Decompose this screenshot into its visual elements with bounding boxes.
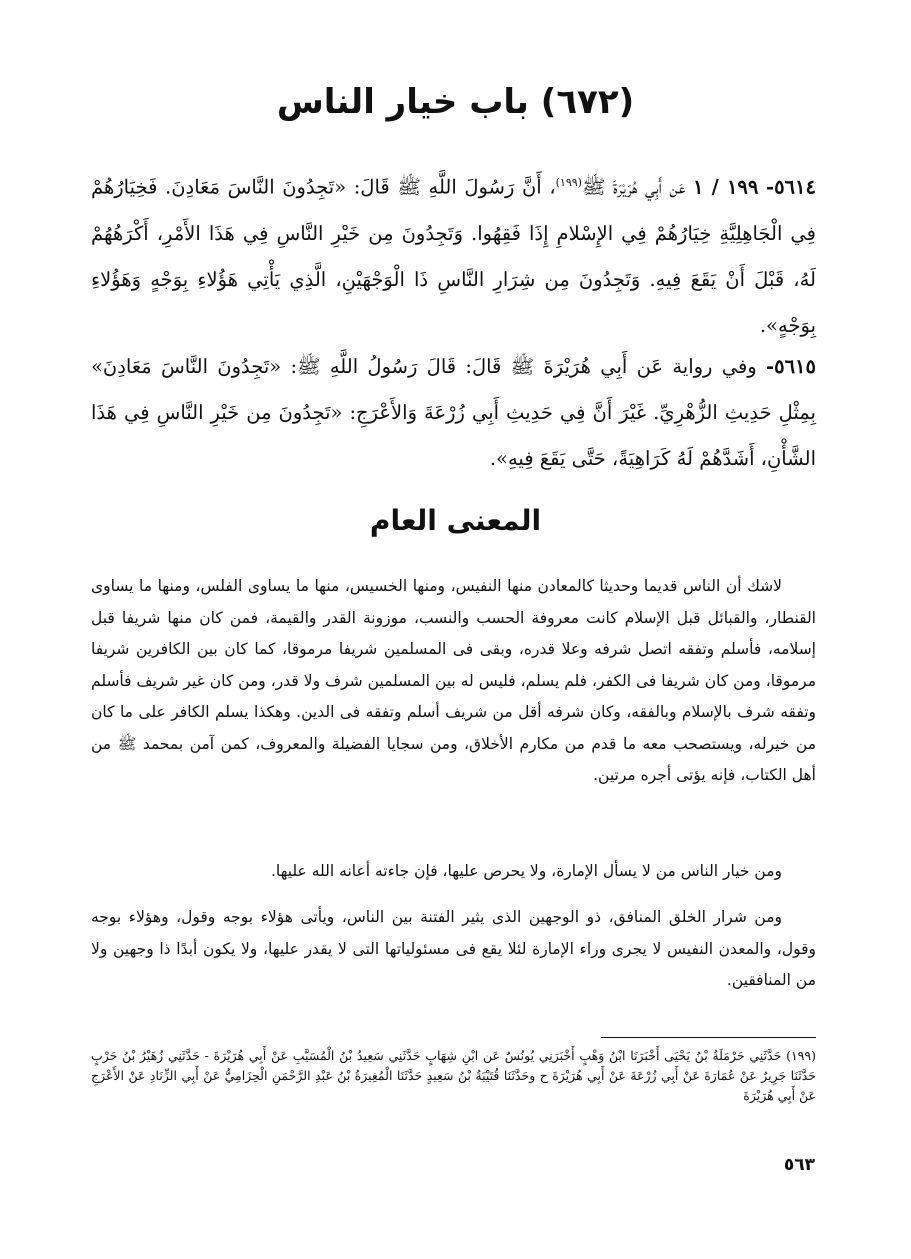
body-paragraph: ومن خيار الناس من لا يسأل الإمارة، ولا يحرص عليها، فإن جاءته أعانه الله عليها.	[270, 862, 782, 880]
footnote-divider	[601, 1037, 816, 1038]
footnote-ref: (١٩٩)	[555, 176, 582, 189]
footnote: (١٩٩) حَدَّثَنِي حَرْمَلَةُ بْنُ يَحْيَى أَخْبَرَنَا ابْنُ وَهْبٍ أَخْبَرَنِي يُونُسُ عَن ابْنِ شِهَابٍ حَدَّثَنِي سَعِيدُ بْنُ الْمُسَيَّبِ عَنْ أَبِي هُرَيْرَةَ - حَدَّثَنِي زُهَيْرُ بْنُ حَرْبٍ حَدَّثَنَا جَرِيرٌ عَنْ عُمَارَةَ عَنْ أَبِي زُرْعَةَ عَنْ أَبِي هُرَيْرَةَ ح وحَدَّثَنَا قُتَيْبَةُ بْنُ سَعِيدٍ حَدَّثَنَا الْمُغِيرَةُ بْنُ عَبْدِ الرَّحْمَنِ الْحِزَامِيُّ عَنْ أَبِي الزِّنَادِ عَنْ الأَعْرَجِ عَنْ أَبِي هُرَيْرَةَ	[91, 1048, 816, 1103]
hadith-5615	[91, 344, 816, 482]
chapter-title: (٦٧٢) باب خيار الناس	[276, 82, 635, 122]
hadith-text-a: عَن أَبِي هُرَيْرَةَ ﷺ	[581, 175, 686, 199]
body-paragraph: ومن شرار الخلق المنافق، ذو الوجهين الذى يثير الفتنة بين الناس، ويأتى هؤلاء بوجه وقول، وهؤلاء بوجه وقول، والمعدن النفيس لا يجرى وراء الإمارة لئلا يقع فى مسئولياتها التى لا يقدر عليها، ولا يكون أبدًا ذا وجهين ولا من المنافقين.	[91, 908, 816, 989]
hadith-number: ٥٦١٥-	[766, 355, 816, 378]
hadith-text-b: ، أَنَّ رَسُولَ اللَّهِ ﷺ قَالَ: «تَجِدُونَ النَّاسَ مَعَادِنَ. فَخِيَارُهُمْ فِي الْجَاهِلِيَّةِ خِيَارُهُمْ فِي الإِسْلامِ إِذَا فَقِهُوا. وَتَجِدُونَ مِن خَيْرِ النَّاسِ فِي هَذَا الأَمْرِ، أَكْرَهُهُمْ لَهُ، قَبْلَ أَنْ يَقَعَ فِيهِ. وَتَجِدُونَ مِن شِرَارِ النَّاسِ ذَا الْوَجْهَيْنِ، الَّذِي يَأْتِي هَؤُلاءِ بِوَجْهٍ وَهَؤُلاءِ بِوَجْهٍ».	[91, 175, 816, 337]
hadith-5614	[91, 160, 816, 349]
body-paragraph: لاشك أن الناس قديما وحديثا كالمعادن منها النفيس، ومنها الخسيس، منها ما يساوى الفلس، ومنها ما يساوى القنطار، والقبائل قبل الإسلام كانت معروفة الحسب والنسب، موزونة القدر والقيمة، فمن كان منها شريفا قبل إسلامه، فأسلم وتفقه اتصل شرفه وعلا قدره، وبقى فى المسلمين شريفا مرموقا، كما كان بين الكافرين شريفا مرموقا، ومن كان شريفا فى الكفر، فلم يسلم، فليس له بين المسلمين شرف ولا قدر، ومن كان غير شريف فأسلم وتفقه شرف بالإسلام وبالفقه، وكان شرفه أقل من شريف أسلم وتفقه فى الدين. وهكذا يسلم الكافر على ما كان من خيرله، ويستصحب معه ما قدم من مكارم الأخلاق، ومن سجايا الفضيلة والمعروف، كمن آمن بمحمد ﷺ من أهل الكتاب، فإنه يؤتى أجره مرتين.	[91, 577, 816, 784]
section-heading: المعنى العام	[369, 504, 542, 537]
hadith-fraction: ١٩٩ / ١	[692, 175, 759, 199]
hadith-text: وفي رواية عَن أَبِي هُرَيْرَةَ ﷺ قَالَ: قَالَ رَسُولُ اللَّهِ ﷺ: «تَجِدُونَ النَّاسَ مَعَادِنَ» بِمِثْلِ حَدِيثِ الزُّهْرِيِّ. غَيْرَ أَنَّ فِي حَدِيثِ أَبِي زُرْعَةَ وَالأَعْرَجِ: «تَجِدُونَ مِن خَيْرِ النَّاسِ فِي هَذَا الشَّأْنِ، أَشَدَّهُمْ لَهُ كَرَاهِيَةً، حَتَّى يَقَعَ فِيهِ».	[91, 355, 816, 470]
hadith-number: ٥٦١٤-	[765, 175, 816, 199]
page-number: ٥٦٣	[783, 1155, 815, 1175]
